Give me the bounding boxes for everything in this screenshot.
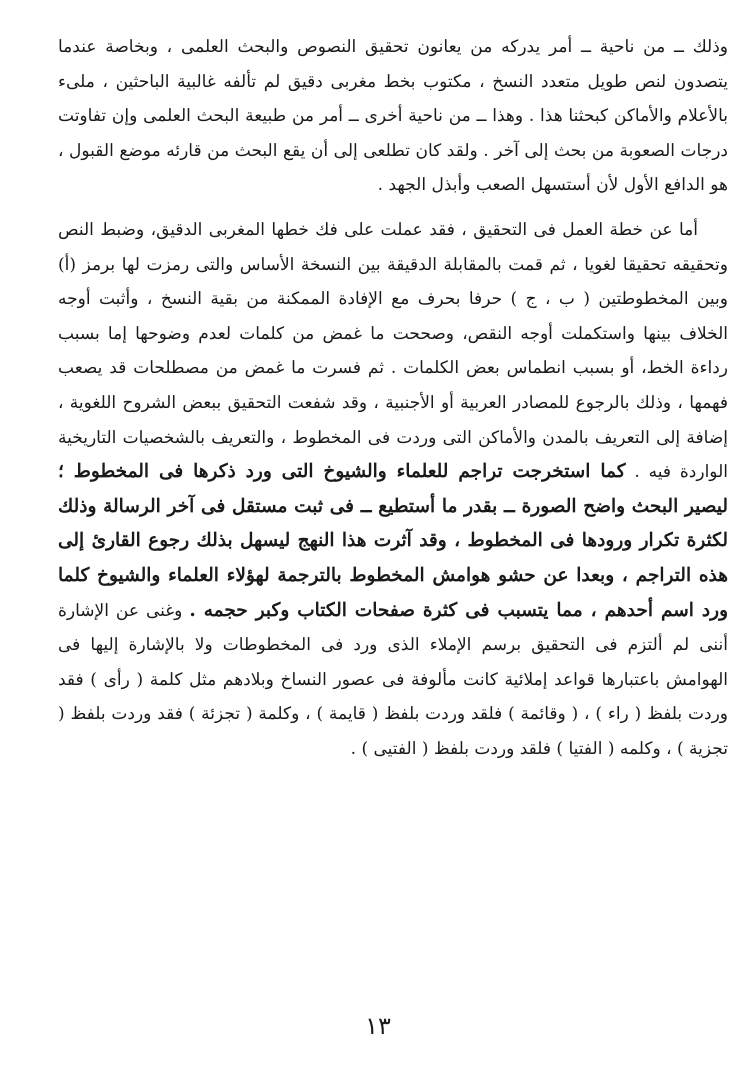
paragraph-2-text: أما عن خطة العمل فى التحقيق ، فقد عملت على فك خطها المغربى الدقيق، وضبط النص وتحقيقه تحقيقا لغويا ، ثم قمت بالمقابلة الدقيقة بين النسخة الأساس والتى رمزت لها برمز (أ) وبين المخطوطتين ( ب ، ج ) حرفا بحرف مع الإفادة الممكنة من بقية النسخ ، وأثبت أوجه الخلاف بينها واستكملت أوجه النقص، وصححت ما غمض من كلمات لعدم وضوحها إما بسبب رداءة الخط، أو بسبب انطماس بعض الكلمات . ثم فسرت ما غمض من مصطلحات قد يصعب فهمها ، وذلك بالرجوع للمصادر العربية أو الأجنبية ، وقد شفعت التحقيق ببعض الشروح اللغوية ، إضافة إلى التعريف بالمدن والأماكن التى وردت فى المخطوط ، والتعريف بالشخصيات التاريخية الواردة فيه . <box>58 219 728 483</box>
page-number: ١٣ <box>365 1012 391 1040</box>
paragraph-2-text-continued: وغنى عن الإشارة أننى لم ألتزم فى التحقيق برسم الإملاء الذى ورد فى المخطوطات ولا بالإشارة إليها فى الهوامش باعتبارها قواعد إملائية كانت مألوفة فى عصور النساخ وبلادهم مثل كلمة ( رأى ) فقد وردت بلفظ ( راء ) ، ( وقائمة ) فلقد وردت بلفظ ( قايمة ) ، وكلمة ( تجزئة ) فقد وردت بلفظ ( تجزية ) ، وكلمه ( الفتيا ) فلقد وردت بلفظ ( الفتيى ) . <box>58 600 728 759</box>
paragraph-2 <box>58 213 728 767</box>
paragraph-1: وذلك ــ من ناحية ــ أمر يدركه من يعانون تحقيق النصوص والبحث العلمى ، وبخاصة عندما يتصدون لنص طويل متعدد النسخ ، مكتوب بخط مغربى دقيق لم تألفه غالبية الباحثين ، ملىء بالأعلام والأماكن كبحثنا هذا . وهذا ــ من ناحية أخرى ــ أمر من طبيعة البحث العلمى وإن تفاوتت درجات الصعوبة من بحث إلى آخر . ولقد كان تطلعى إلى أن يقع البحث من قارئه موضع القبول ، هو الدافع الأول لأن أستسهل الصعب وأبذل الجهد . <box>58 37 728 196</box>
paragraph-2-bold-text: كما استخرجت تراجم للعلماء والشيوخ التى ورد ذكرها فى المخطوط ؛ ليصير البحث واضح الصورة ــ بقدر ما أستطيع ــ فى ثبت مستقل فى آخر الرسالة وذلك لكثرة تكرار ورودها فى المخطوط ، وقد آثرت هذا النهج ليسهل بذلك رجوع القارئ إلى هذه التراجم ، وبعدا عن حشو هوامش المخطوط بالترجمة لهؤلاء العلماء والشيوخ كلما ورد اسم أحدهم ، مما يتسبب فى كثرة صفحات الكتاب وكبر حجمه . <box>58 461 729 621</box>
body-text <box>58 30 728 766</box>
